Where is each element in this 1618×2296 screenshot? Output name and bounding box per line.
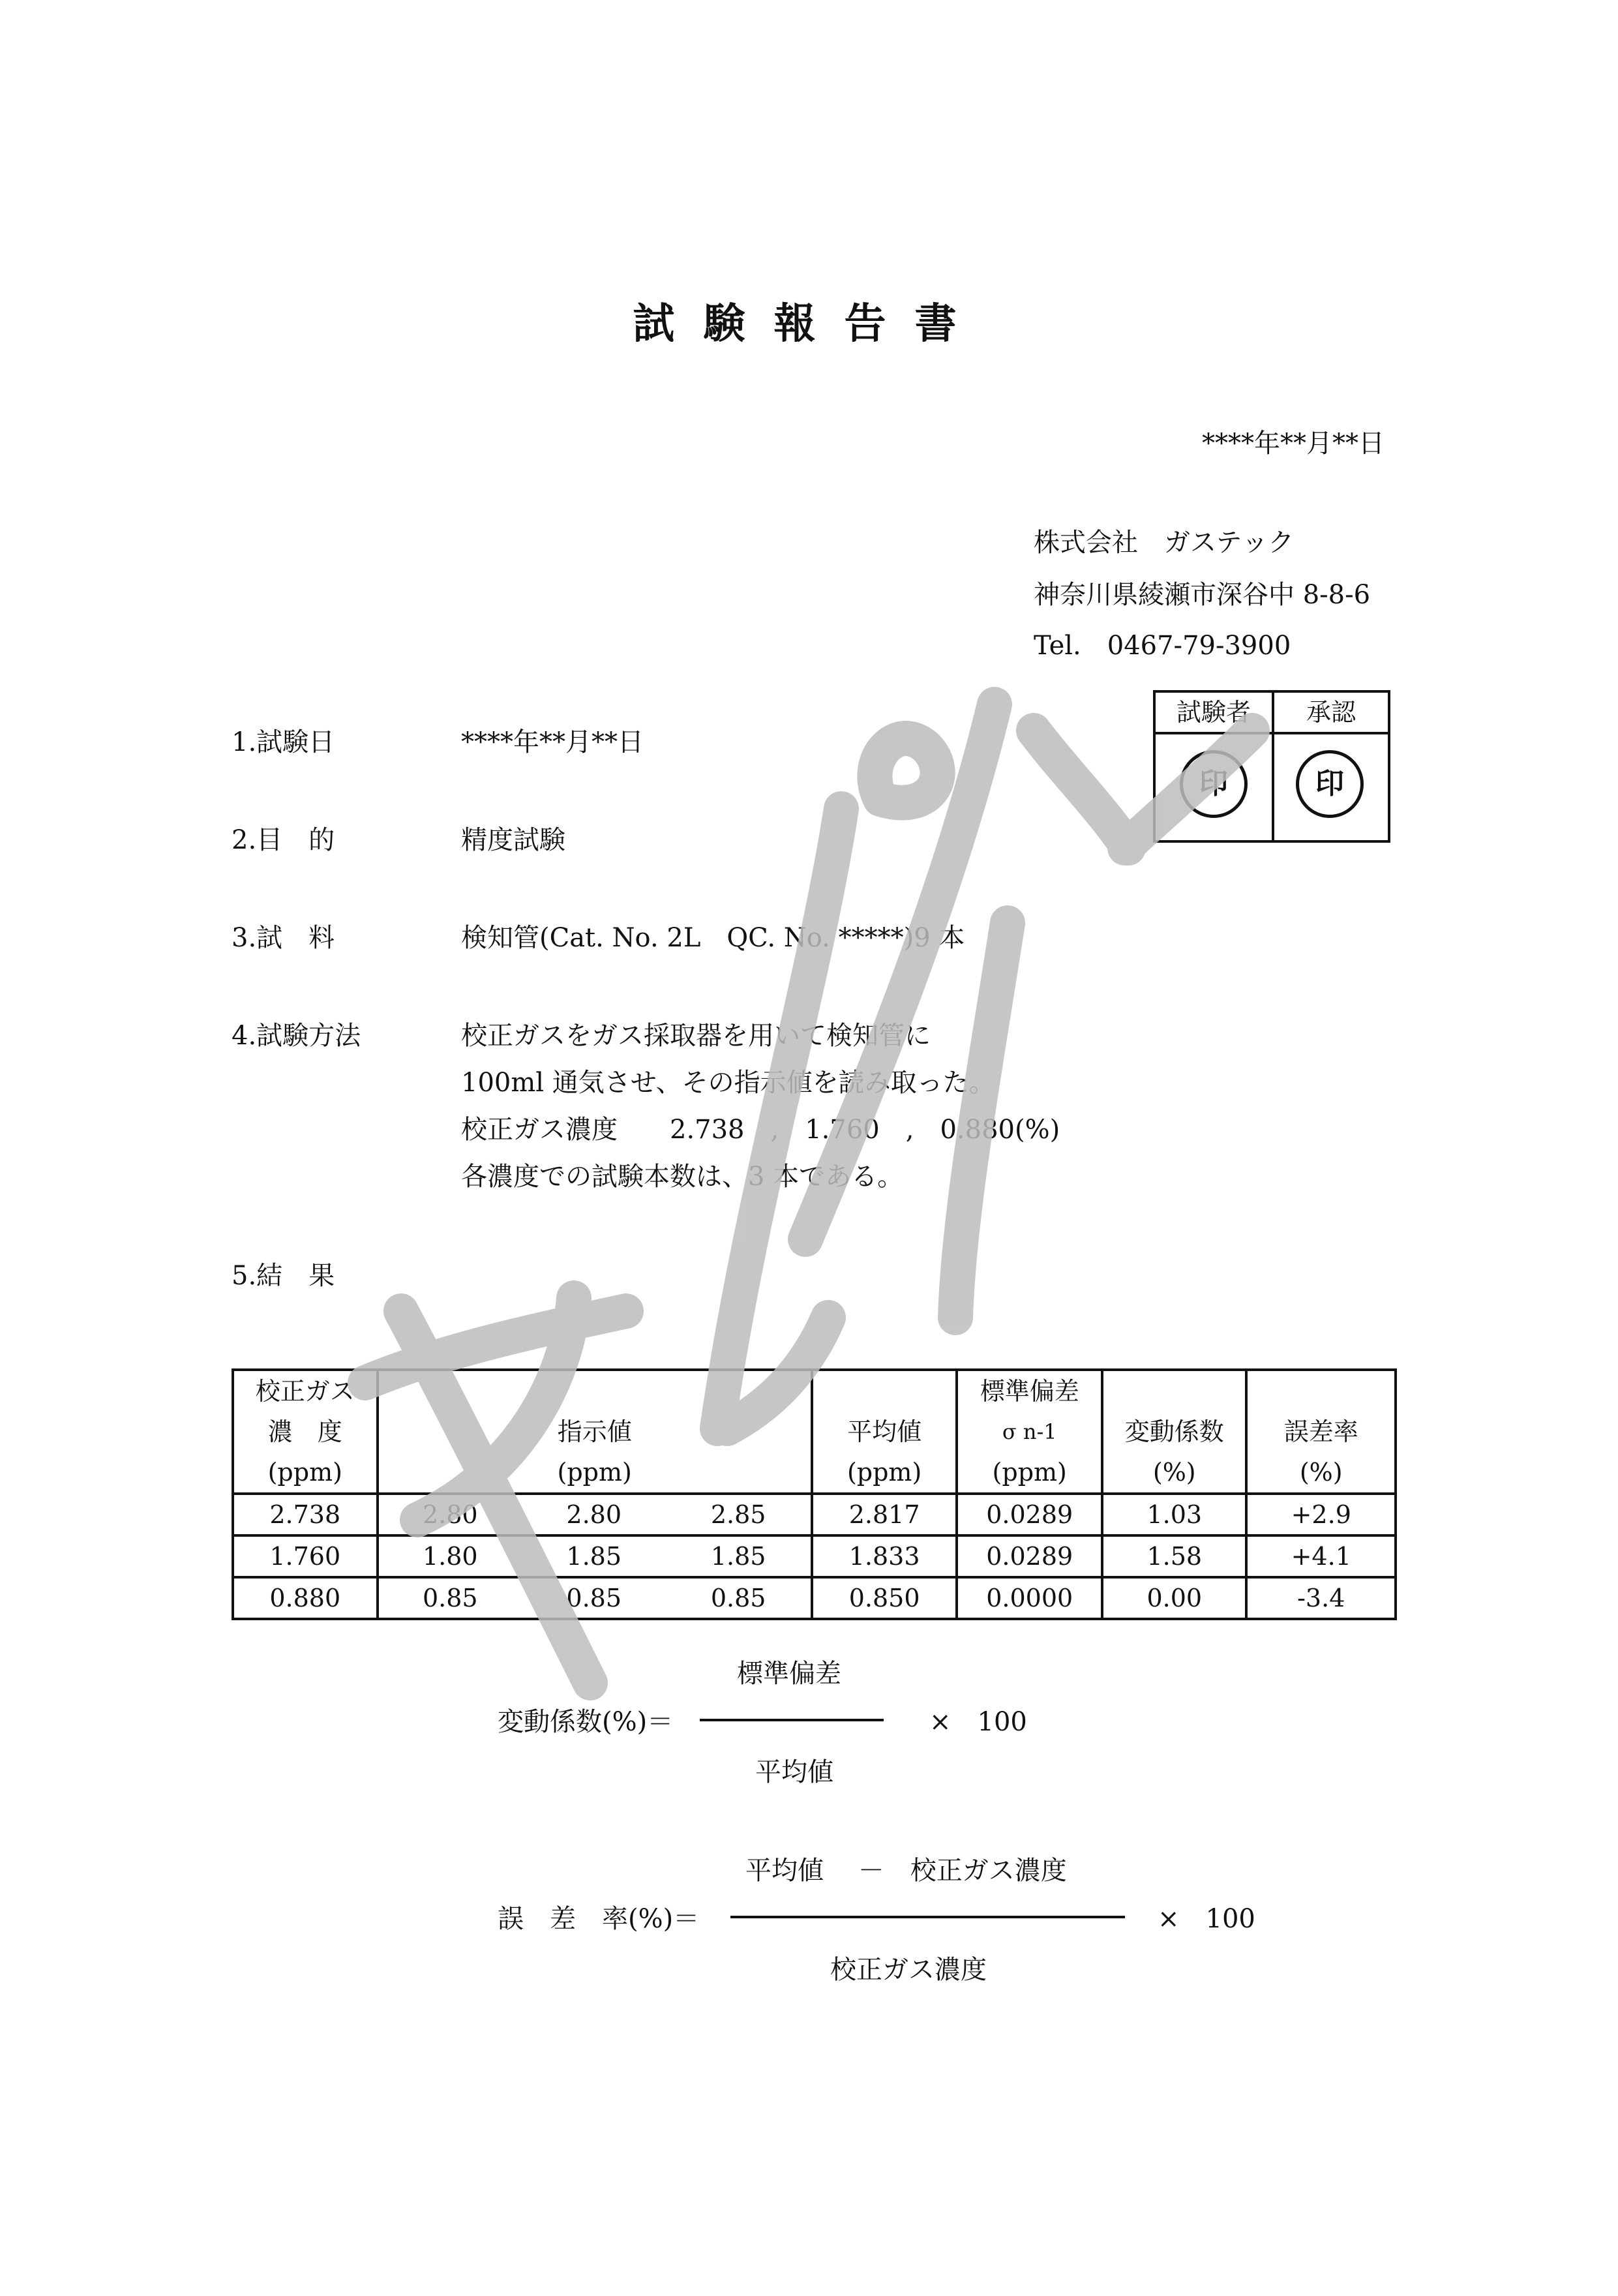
cell-std: 0.0289 [957,1494,1102,1535]
method-line-4: 各濃度での試験本数は、3 本である。 [461,1162,904,1192]
approver-label: 承認 [1306,698,1356,727]
cell-conc: 0.880 [233,1577,378,1619]
tester-seal: 印 [1180,750,1248,818]
cell-reading-1: 2.80 [378,1494,522,1535]
cell-cv: 1.58 [1102,1535,1246,1577]
cv-lhs: 変動係数(%)＝ [498,1707,674,1737]
section-5-label: 5.結 果 [232,1261,335,1291]
cell-std: 0.0000 [957,1577,1102,1619]
section-3-label: 3.試 料 [232,923,335,953]
cell-reading-3: 1.85 [666,1535,811,1577]
approval-stamp-box [1153,690,1390,843]
cell-reading-1: 1.80 [378,1535,522,1577]
cell-mean: 2.817 [812,1494,957,1535]
cell-conc: 1.760 [233,1535,378,1577]
cv-fraction-bar [700,1719,884,1721]
cv-numerator: 標準偏差 [737,1659,841,1689]
header-cv: 変動係数 (%) [1102,1370,1246,1494]
approver-seal: 印 [1296,750,1364,818]
cell-mean: 0.850 [812,1577,957,1619]
cell-error: +4.1 [1246,1535,1396,1577]
results-table [232,1368,1397,1620]
cell-reading-1: 0.85 [378,1577,522,1619]
company-address: 神奈川県綾瀬市深谷中 8-8-6 [1034,580,1371,610]
cell-mean: 1.833 [812,1535,957,1577]
cell-error: +2.9 [1246,1494,1396,1535]
purpose-value: 精度試験 [461,825,565,855]
company-name: 株式会社 ガステック [1034,528,1295,558]
cell-cv: 0.00 [1102,1577,1246,1619]
error-lhs: 誤 差 率(%)＝ [498,1904,700,1934]
error-numerator: 平均値 － 校正ガス濃度 [745,1856,1067,1886]
cell-reading-2: 0.85 [522,1577,666,1619]
method-line-2: 100ml 通気させ、その指示値を読み取った。 [461,1068,995,1098]
header-error: 誤差率 (%) [1246,1370,1396,1494]
header-mean: 平均値 (ppm) [812,1370,957,1494]
error-factor: × 100 [1158,1904,1255,1934]
cell-std: 0.0289 [957,1535,1102,1577]
cell-cv: 1.03 [1102,1494,1246,1535]
cell-conc: 2.738 [233,1494,378,1535]
tester-label: 試験者 [1156,693,1274,732]
cell-error: -3.4 [1246,1577,1396,1619]
method-line-1: 校正ガスをガス採取器を用いて検知管に [461,1021,931,1051]
header-std: 標準偏差 σ n-1 (ppm) [957,1370,1102,1494]
table-row [233,1577,1396,1619]
cell-reading-2: 2.80 [522,1494,666,1535]
method-line-3: 校正ガス濃度 2.738 , 1.760 , 0.880(%) [461,1115,1060,1145]
header-conc: 校正ガス 濃 度 (ppm) [233,1370,378,1494]
cv-denominator: 平均値 [755,1757,833,1787]
section-4-label: 4.試験方法 [232,1021,361,1051]
cell-reading-3: 2.85 [666,1494,811,1535]
test-date-value: ****年**月**日 [461,727,644,757]
section-2-label: 2.目 的 [232,825,335,855]
cell-reading-2: 1.85 [522,1535,666,1577]
document-title: 試験報告書 [633,299,985,348]
cell-reading-3: 0.85 [666,1577,811,1619]
company-tel: Tel. 0467-79-3900 [1034,631,1291,661]
table-row [233,1494,1396,1535]
error-denominator: 校正ガス濃度 [830,1955,987,1985]
header-indicated: 指示値 (ppm) [378,1370,812,1494]
cv-factor: × 100 [929,1707,1027,1737]
report-date: ****年**月**日 [1202,429,1385,459]
sample-value: 検知管(Cat. No. 2L QC. No. *****)9 本 [461,923,965,953]
error-fraction-bar [730,1916,1125,1918]
table-row [233,1535,1396,1577]
section-1-label: 1.試験日 [232,727,335,757]
